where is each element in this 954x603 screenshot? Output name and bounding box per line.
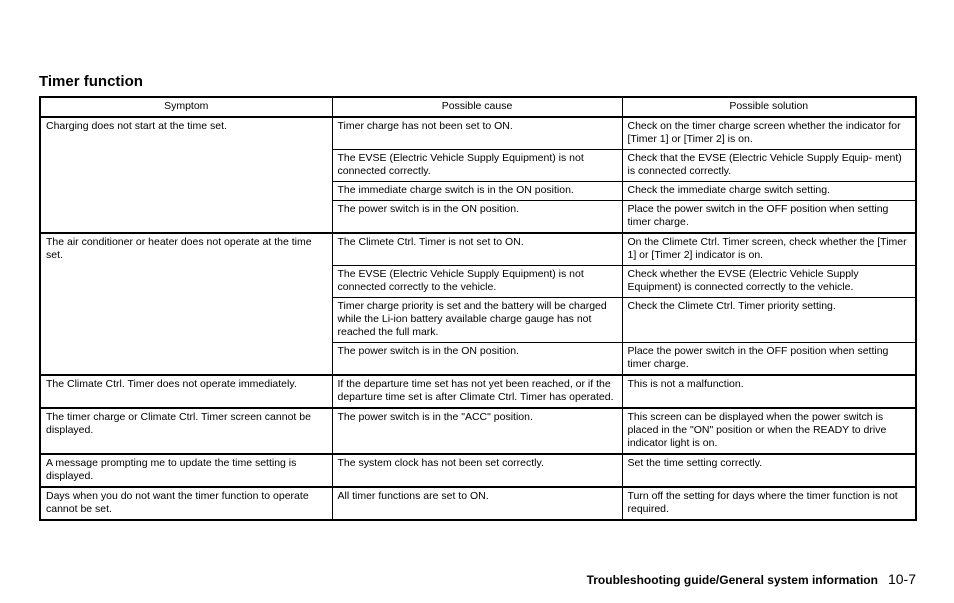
- solution-cell: Set the time setting correctly.: [622, 454, 916, 487]
- symptom-cell: The air conditioner or heater does not operate at the time set.: [40, 233, 332, 375]
- solution-cell: Check whether the EVSE (Electric Vehicle Supply Equipment) is connected correctly to the vehicle.: [622, 266, 916, 298]
- solution-cell: Check that the EVSE (Electric Vehicle Supply Equip- ment) is connected correctly.: [622, 150, 916, 182]
- table-row: [40, 233, 916, 266]
- page-title: Timer function: [39, 73, 143, 90]
- solution-cell: On the Climete Ctrl. Timer screen, check whether the [Timer 1] or [Timer 2] indicator is on.: [622, 233, 916, 266]
- symptom-cell: Days when you do not want the timer function to operate cannot be set.: [40, 487, 332, 520]
- table-row: [40, 454, 916, 487]
- solution-cell: This screen can be displayed when the power switch is placed in the "ON" position or when the READY to drive indicator light is on.: [622, 408, 916, 454]
- table-row: [40, 408, 916, 454]
- cause-cell: Timer charge priority is set and the battery will be charged while the Li-ion battery available charge gauge has not reached the full mark.: [332, 298, 622, 343]
- symptom-cell: Charging does not start at the time set.: [40, 117, 332, 233]
- table-header-row: [40, 97, 916, 117]
- solution-cell: This is not a malfunction.: [622, 375, 916, 408]
- footer-page-number: 10-7: [887, 571, 916, 587]
- solution-cell: Turn off the setting for days where the timer function is not required.: [622, 487, 916, 520]
- timer-function-table: [39, 96, 917, 521]
- table-row: [40, 375, 916, 408]
- header-symptom: Symptom: [40, 97, 332, 117]
- cause-cell: The immediate charge switch is in the ON position.: [332, 182, 622, 201]
- cause-cell: The EVSE (Electric Vehicle Supply Equipment) is not connected correctly to the vehicle.: [332, 266, 622, 298]
- solution-cell: Check the Climete Ctrl. Timer priority setting.: [622, 298, 916, 343]
- solution-cell: Check on the timer charge screen whether the indicator for [Timer 1] or [Timer 2] is on.: [622, 117, 916, 150]
- cause-cell: The power switch is in the "ACC" position.: [332, 408, 622, 454]
- symptom-cell: The Climate Ctrl. Timer does not operate immediately.: [40, 375, 332, 408]
- solution-cell: Place the power switch in the OFF position when setting timer charge.: [622, 201, 916, 234]
- header-possible-solution: Possible solution: [622, 97, 916, 117]
- cause-cell: All timer functions are set to ON.: [332, 487, 622, 520]
- page-footer: [587, 571, 916, 587]
- solution-cell: Place the power switch in the OFF position when setting timer charge.: [622, 343, 916, 376]
- cause-cell: If the departure time set has not yet been reached, or if the departure time set is after Climate Ctrl. Timer has operated.: [332, 375, 622, 408]
- table-row: [40, 487, 916, 520]
- header-possible-cause: Possible cause: [332, 97, 622, 117]
- symptom-cell: The timer charge or Climate Ctrl. Timer screen cannot be displayed.: [40, 408, 332, 454]
- table-row: [40, 117, 916, 150]
- footer-section-title: Troubleshooting guide/General system information: [586, 573, 878, 587]
- cause-cell: The power switch is in the ON position.: [332, 343, 622, 376]
- cause-cell: The system clock has not been set correctly.: [332, 454, 622, 487]
- solution-cell: Check the immediate charge switch setting.: [622, 182, 916, 201]
- cause-cell: The EVSE (Electric Vehicle Supply Equipment) is not connected correctly.: [332, 150, 622, 182]
- cause-cell: The Climete Ctrl. Timer is not set to ON.: [332, 233, 622, 266]
- cause-cell: Timer charge has not been set to ON.: [332, 117, 622, 150]
- cause-cell: The power switch is in the ON position.: [332, 201, 622, 234]
- symptom-cell: A message prompting me to update the time setting is displayed.: [40, 454, 332, 487]
